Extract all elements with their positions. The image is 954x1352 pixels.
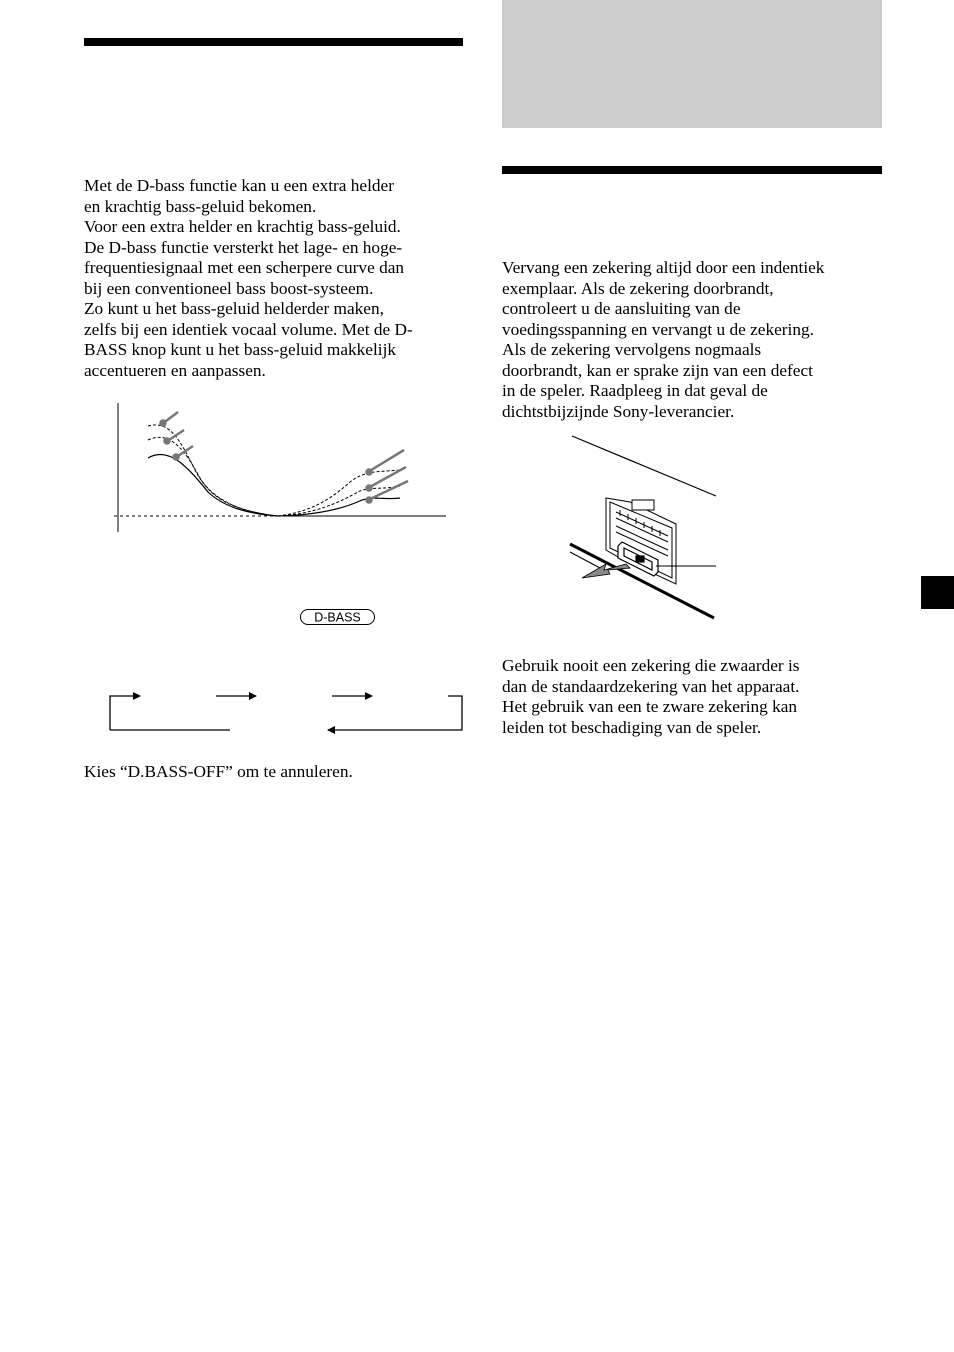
curve-low-2: [148, 437, 278, 516]
dbass-cancel-note: Kies “D.BASS-OFF” om te annuleren.: [84, 762, 353, 781]
fuse-replacement-text: Vervang een zekering altijd door een indentiek exemplaar. Als de zekering doorbrandt, controleert u de aansluiting van de voedingsspanning en vervangt u de zekering. Als de zekering vervolgens nogmaals doorbrandt, kan er sprake zijn van een defect in de speler. Raadpleeg in dat geval de dichtstbijzijnde Sony-leverancier.: [502, 258, 825, 421]
curve-markers: [161, 412, 409, 503]
fuse-illustration: [560, 432, 730, 622]
dbass-intro-text: Met de D-bass functie kan u een extra helder en krachtig bass-geluid bekomen.: [84, 176, 394, 216]
dbass-description-text: Voor een extra helder en krachtig bass-geluid. De D-bass functie versterkt het lage- en hoge- frequentiesignaal met een scherpere curve dan bij een conventioneel bass boost-systeem.: [84, 217, 405, 298]
fuse-housing-bottom-edge-2: [570, 552, 600, 568]
curve-high-3: [278, 498, 400, 516]
fuse-warning-text: Gebruik nooit een zekering die zwaarder is dan de standaardzekering van het apparaat. Het gebruik van een te zware zekering kan leiden tot beschadiging van de speler.: [502, 656, 800, 737]
dbass-button: [300, 609, 376, 626]
dbass-usage-text: Zo kunt u het bass-geluid helderder maken, zelfs bij een identiek vocaal volume. Met de D- BASS knop kunt u het bass-geluid makkelijk accentueren en aanpassen.: [84, 299, 413, 380]
dbass-curve-graph: [100, 400, 460, 540]
curve-low-3: [148, 454, 278, 516]
cycle-arrow-return-right: [328, 696, 462, 730]
fuse-holder: [606, 498, 676, 584]
cycle-arrow-start: [110, 696, 140, 730]
right-section-rule: [502, 166, 882, 174]
side-tab-marker: [921, 576, 954, 609]
left-section-rule: [84, 38, 463, 46]
curve-high-2: [278, 486, 400, 516]
section-header-box: [502, 0, 882, 128]
dbass-cycle-diagram: [100, 684, 470, 742]
fuse-housing-top-edge: [572, 436, 716, 496]
dbass-button-label: D-BASS: [314, 610, 361, 625]
